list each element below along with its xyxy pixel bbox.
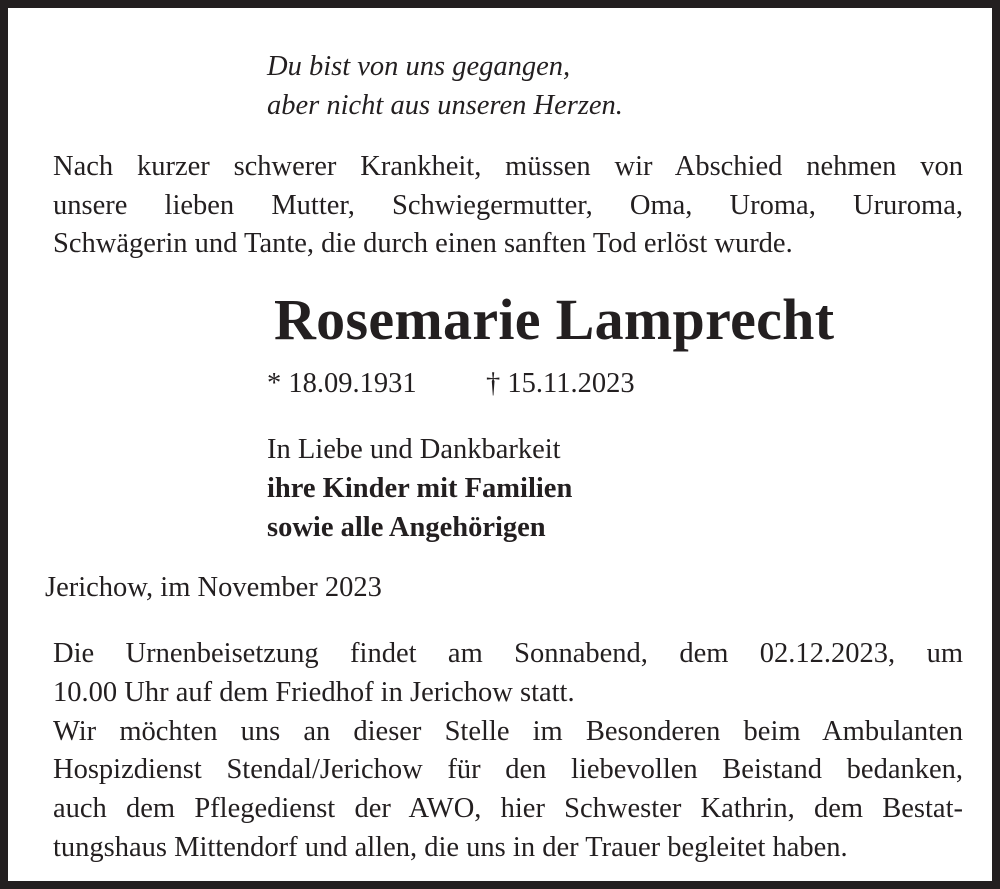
place-date: Jerichow, im November 2023 [45, 572, 382, 603]
thanks-line-3: auch dem Pflegedienst der AWO, hier Schwester Kathrin, dem Bestat- [53, 793, 963, 824]
burial-line-1: Die Urnenbeisetzung findet am Sonnabend, dem 02.12.2023, um [53, 638, 963, 669]
mourners-intro: In Liebe und Dankbarkeit [267, 434, 561, 465]
burial-line-2: 10.00 Uhr auf dem Friedhof in Jerichow statt. [53, 677, 575, 708]
thanks-line-2: Hospizdienst Stendal/Jerichow für den liebevollen Beistand bedanken, [53, 754, 963, 785]
intro-line-1: Nach kurzer schwerer Krankheit, müssen wir Abschied nehmen von [53, 151, 963, 182]
intro-line-2: unsere lieben Mutter, Schwiegermutter, Oma, Uroma, Ururoma, [53, 190, 963, 221]
birth-date: * 18.09.1931 [267, 368, 417, 399]
poem-line-1: Du bist von uns gegangen, [267, 51, 571, 82]
deceased-name: Rosemarie Lamprecht [274, 287, 835, 352]
mourners-children: ihre Kinder mit Familien [267, 473, 573, 504]
thanks-line-4: tungshaus Mittendorf und allen, die uns in der Trauer begleitet haben. [53, 832, 848, 863]
mourners-relatives: sowie alle Angehörigen [267, 512, 546, 543]
thanks-line-1: Wir möchten uns an dieser Stelle im Besonderen beim Ambulanten [53, 716, 963, 747]
poem-line-2: aber nicht aus unseren Herzen. [267, 90, 623, 121]
death-date: † 15.11.2023 [486, 368, 635, 399]
intro-line-3: Schwägerin und Tante, die durch einen sanften Tod erlöst wurde. [53, 228, 793, 259]
